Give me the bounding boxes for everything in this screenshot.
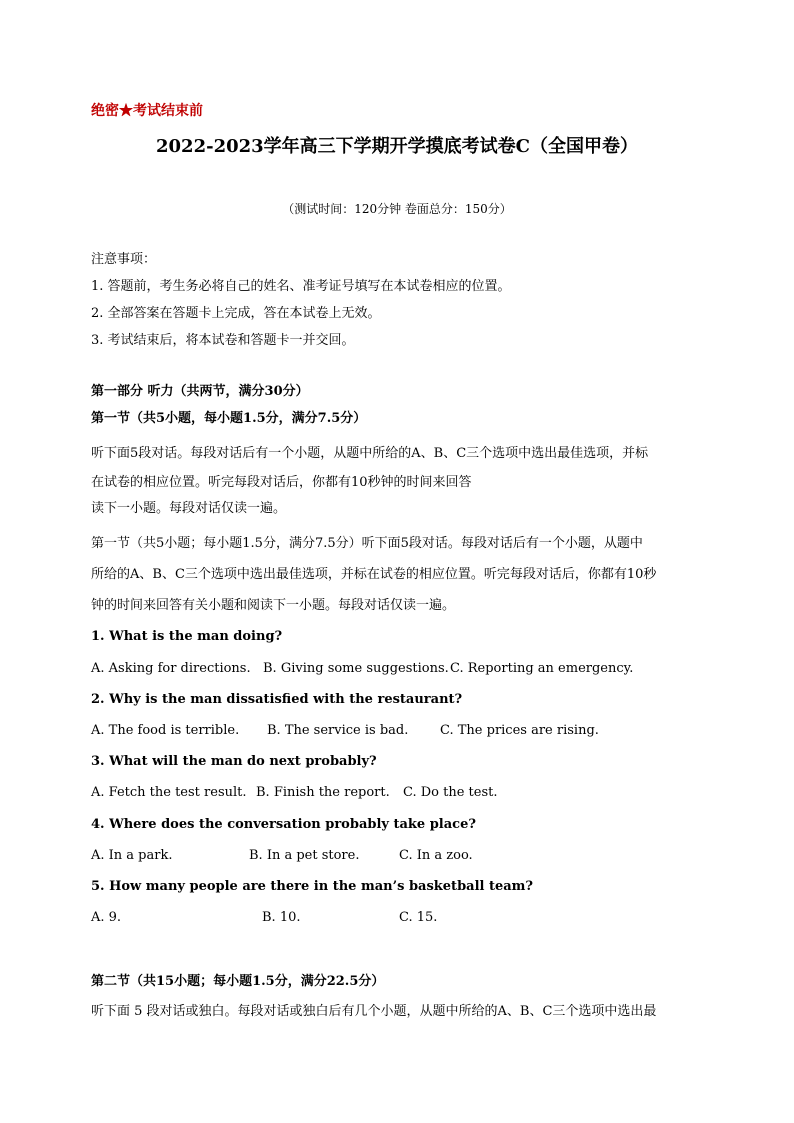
question-options	[91, 785, 711, 801]
section2-heading: 第二节（共15小题；每小题1.5分，满分22.5分）	[91, 974, 385, 989]
note-item: 3. 考试结束后，将本试卷和答题卡一并交回。	[91, 333, 355, 348]
option-b: B. Finish the report.	[256, 785, 390, 800]
repeat-instructions-line: 第一节（共5小题；每小题1.5分，满分7.5分）听下面5段对话。每段对话后有一个小题，从题中	[91, 536, 643, 551]
repeat-instructions-line: 所给的A、B、C三个选项中选出最佳选项，并标在试卷的相应位置。听完每段对话后，你都有10秒	[91, 567, 657, 582]
section1-heading: 第一节（共5小题，每小题1.5分，满分7.5分）	[91, 411, 367, 426]
question-stem: 1. What is the man doing?	[91, 629, 283, 644]
option-c: C. In a zoo.	[399, 848, 473, 863]
question-options	[91, 661, 711, 677]
instructions-line: 读下一小题。每段对话仅读一遍。	[91, 501, 287, 516]
option-b: B. Giving some suggestions.	[263, 661, 449, 676]
question-options	[91, 848, 711, 864]
question-stem: 2. Why is the man dissatisfied with the restaurant?	[91, 692, 463, 707]
note-item: 2. 全部答案在答题卡上完成，答在本试卷上无效。	[91, 306, 381, 321]
option-b: B. In a pet store.	[249, 848, 360, 863]
option-c: C. The prices are rising.	[440, 723, 599, 738]
option-c: C. Do the test.	[403, 785, 498, 800]
question-stem: 5. How many people are there in the man’s basketball team?	[91, 879, 534, 894]
confidential-label: 绝密★考试结束前	[91, 103, 203, 119]
note-item: 1. 答题前，考生务必将自己的姓名、准考证号填写在本试卷相应的位置。	[91, 279, 511, 294]
option-a: A. The food is terrible.	[91, 723, 240, 738]
instructions-line: 在试卷的相应位置。听完每段对话后，你都有10秒钟的时间来回答	[91, 475, 472, 490]
option-c: C. 15.	[399, 910, 438, 925]
instructions-line: 听下面5段对话。每段对话后有一个小题，从题中所给的A、B、C三个选项中选出最佳选项，并标	[91, 446, 649, 461]
part1-heading: 第一部分 听力（共两节，满分30分）	[91, 384, 309, 399]
option-b: B. 10.	[262, 910, 301, 925]
notes-heading: 注意事项：	[91, 252, 157, 267]
question-options	[91, 910, 711, 926]
question-options	[91, 723, 711, 739]
exam-duration-score: （测试时间：120分钟 卷面总分：150分）	[282, 202, 512, 216]
page-title: 2022-2023学年高三下学期开学摸底考试卷C（全国甲卷）	[156, 136, 638, 157]
option-a: A. Fetch the test result.	[91, 785, 247, 800]
option-a: A. Asking for directions.	[91, 661, 251, 676]
option-c: C. Reporting an emergency.	[450, 661, 634, 676]
option-a: A. In a park.	[91, 848, 173, 863]
option-b: B. The service is bad.	[267, 723, 409, 738]
question-stem: 4. Where does the conversation probably take place?	[91, 817, 476, 832]
question-stem: 3. What will the man do next probably?	[91, 754, 377, 769]
section2-instructions-line: 听下面 5 段对话或独白。每段对话或独白后有几个小题，从题中所给的A、B、C三个选项中选出最	[91, 1004, 657, 1019]
option-a: A. 9.	[91, 910, 122, 925]
repeat-instructions-line: 钟的时间来回答有关小题和阅读下一小题。每段对话仅读一遍。	[91, 598, 456, 613]
